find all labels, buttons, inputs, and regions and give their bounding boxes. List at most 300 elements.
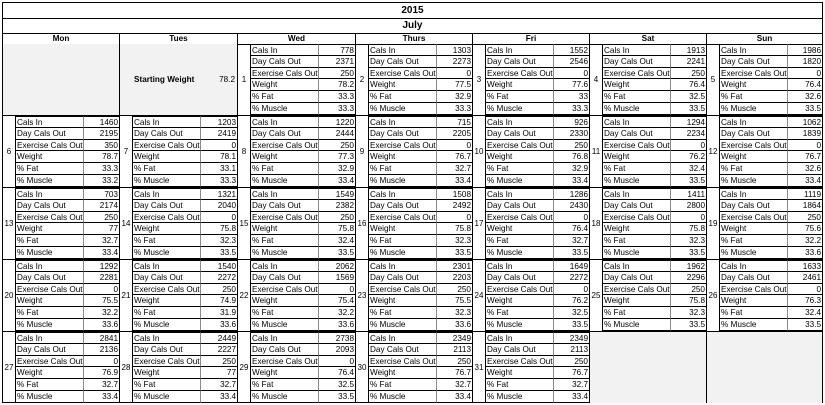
metric-value[interactable]: 1962 (671, 260, 706, 272)
metric-value[interactable]: 2430 (554, 200, 589, 212)
metric-value[interactable]: 32.7 (554, 235, 589, 247)
metrics-grid (485, 332, 589, 403)
metric-value[interactable]: 33.5 (788, 319, 822, 331)
metric-value[interactable]: 2349 (554, 332, 589, 344)
metric-value[interactable]: 2062 (319, 260, 355, 272)
metric-row (719, 44, 822, 56)
metric-value[interactable]: 2841 (84, 332, 119, 344)
metric-value[interactable]: 250 (554, 356, 589, 368)
metric-value[interactable]: 32.6 (788, 163, 822, 175)
metric-row (250, 175, 355, 187)
metric-row (719, 272, 822, 284)
metric-value[interactable]: 2301 (437, 260, 472, 272)
metric-row (485, 319, 589, 331)
metric-value[interactable]: 0 (319, 356, 355, 368)
metric-value[interactable]: 250 (319, 140, 355, 152)
metric-value[interactable]: 77.3 (319, 151, 355, 163)
metric-row (15, 295, 119, 307)
metric-row (15, 319, 119, 331)
metric-value[interactable]: 33.4 (554, 175, 589, 187)
metric-value[interactable]: 33.5 (554, 319, 589, 331)
metric-value[interactable]: 77.6 (554, 79, 589, 91)
metric-value[interactable]: 75.8 (671, 295, 706, 307)
metric-row (602, 188, 706, 200)
metric-value[interactable]: 1820 (788, 56, 822, 68)
metric-value[interactable]: 32.3 (671, 235, 706, 247)
metric-value[interactable]: 32.5 (554, 307, 589, 319)
metric-row (485, 332, 589, 344)
metrics-grid (719, 44, 822, 115)
metric-value[interactable]: 2241 (671, 56, 706, 68)
metric-value[interactable]: 2296 (671, 272, 706, 284)
metric-value[interactable]: 250 (201, 356, 237, 368)
metric-value[interactable]: 33.5 (319, 247, 355, 259)
metric-value[interactable]: 33.5 (437, 247, 472, 259)
metric-value[interactable]: 0 (788, 140, 822, 152)
metric-row (719, 56, 822, 68)
metric-value[interactable]: 32.7 (84, 379, 119, 391)
metric-value[interactable]: 250 (84, 212, 119, 224)
metric-value[interactable]: 2113 (437, 344, 472, 356)
metrics-grid (602, 188, 706, 259)
metric-value[interactable]: 33.5 (319, 391, 355, 403)
metric-value[interactable]: 2800 (671, 200, 706, 212)
metric-value[interactable]: 2136 (84, 344, 119, 356)
metric-value[interactable]: 1864 (788, 200, 822, 212)
metric-value[interactable]: 2040 (201, 200, 237, 212)
metric-value[interactable]: 33.4 (437, 391, 472, 403)
metric-value[interactable]: 0 (201, 212, 237, 224)
starting-weight-value[interactable]: 78.2 (219, 75, 235, 84)
metric-value[interactable]: 77.5 (437, 79, 472, 91)
metric-value[interactable]: 76.7 (437, 367, 472, 379)
day-number: 22 (239, 291, 249, 300)
weekday-header-tues: Tues (120, 33, 238, 44)
metric-value[interactable]: 32.4 (788, 307, 822, 319)
metric-value[interactable]: 2203 (437, 272, 472, 284)
metric-label: Cals In (602, 116, 671, 128)
metric-label: Weight (250, 367, 319, 379)
metric-value[interactable]: 75.5 (437, 295, 472, 307)
metric-value[interactable]: 32.3 (437, 235, 472, 247)
metric-label: % Muscle (250, 319, 319, 331)
metric-label: Cals In (719, 260, 788, 272)
metric-row (602, 128, 706, 140)
metric-value[interactable]: 76.4 (319, 367, 355, 379)
day-cell-8 (238, 116, 356, 187)
weekday-header-thurs: Thurs (356, 33, 473, 44)
metric-value[interactable]: 1062 (788, 116, 822, 128)
metric-label: Exercise Cals Out (252, 68, 318, 78)
metric-label: % Muscle (719, 103, 788, 115)
metric-value[interactable]: 33.6 (319, 319, 355, 331)
metric-value[interactable]: 1321 (201, 188, 237, 200)
metric-value[interactable]: 250 (671, 284, 706, 296)
weekday-header-sat: Sat (590, 33, 707, 44)
metric-value[interactable]: 926 (554, 116, 589, 128)
metric-label: % Fat (132, 235, 201, 247)
metric-label: Day Cals Out (15, 344, 84, 356)
metric-value[interactable]: 0 (554, 68, 589, 80)
metric-value[interactable]: 1633 (788, 260, 822, 272)
metric-label: Exercise Cals Out (17, 212, 83, 222)
metric-value[interactable]: 33.4 (84, 391, 119, 403)
metric-value[interactable]: 32.3 (437, 307, 472, 319)
metric-value[interactable]: 75.6 (788, 223, 822, 235)
year-title[interactable]: 2015 (3, 3, 822, 19)
metric-value[interactable]: 1460 (84, 116, 119, 128)
metric-value[interactable]: 33.2 (84, 175, 119, 187)
metric-label: % Muscle (132, 175, 201, 187)
metric-label: Weight (485, 79, 554, 91)
metric-label: Weight (368, 295, 437, 307)
metric-value[interactable]: 2444 (319, 128, 355, 140)
metric-row (368, 272, 472, 284)
metric-row (250, 223, 355, 235)
metric-label: Exercise Cals Out (134, 212, 200, 222)
metric-value[interactable]: 1411 (671, 188, 706, 200)
metric-value[interactable]: 75.8 (437, 223, 472, 235)
metric-value[interactable]: 1649 (554, 260, 589, 272)
metric-value[interactable]: 33.3 (437, 103, 472, 115)
metric-row (132, 188, 237, 200)
metric-row (485, 103, 589, 115)
metric-value[interactable]: 0 (201, 140, 237, 152)
day-number: 30 (357, 363, 367, 372)
metric-row (368, 247, 472, 259)
metric-value[interactable]: 250 (201, 284, 237, 296)
metric-value[interactable]: 2272 (201, 272, 237, 284)
metric-value[interactable]: 0 (554, 284, 589, 296)
metric-row (368, 163, 472, 175)
metric-value[interactable]: 2349 (437, 332, 472, 344)
metric-value[interactable]: 0 (84, 356, 119, 368)
month-title[interactable]: July (3, 18, 822, 34)
metric-label: Weight (250, 295, 319, 307)
metric-value[interactable]: 32.9 (437, 91, 472, 103)
metrics-grid (132, 332, 237, 403)
metric-value[interactable]: 1286 (554, 188, 589, 200)
metric-value[interactable]: 2546 (554, 56, 589, 68)
metric-label: Cals In (15, 332, 84, 344)
metric-row (132, 128, 237, 140)
metric-value[interactable]: 75.8 (201, 223, 237, 235)
metric-value[interactable]: 77 (201, 367, 237, 379)
metric-label: Weight (250, 79, 319, 91)
metric-label: Exercise Cals Out (252, 356, 318, 366)
metric-value[interactable]: 33.4 (554, 391, 589, 403)
day-number: 14 (121, 219, 131, 228)
metric-value[interactable]: 1508 (437, 188, 472, 200)
metric-value[interactable]: 76.4 (554, 223, 589, 235)
metric-value[interactable]: 32.2 (84, 307, 119, 319)
metric-value[interactable]: 1549 (319, 188, 355, 200)
metric-value[interactable]: 77 (84, 223, 119, 235)
metric-row (368, 116, 472, 128)
metric-value[interactable]: 33.5 (671, 103, 706, 115)
metric-row (250, 200, 355, 212)
metric-value[interactable]: 250 (437, 284, 472, 296)
metric-value[interactable]: 76.8 (554, 151, 589, 163)
metric-value[interactable]: 33.6 (84, 319, 119, 331)
metric-value[interactable]: 0 (554, 212, 589, 224)
metric-value[interactable]: 1569 (319, 272, 355, 284)
starting-weight-cell[interactable] (120, 44, 238, 115)
metric-value[interactable]: 1292 (84, 260, 119, 272)
metric-label: % Fat (485, 91, 554, 103)
metric-label: Weight (132, 223, 201, 235)
day-cell-24 (473, 260, 590, 331)
metric-value[interactable]: 0 (788, 284, 822, 296)
metric-value[interactable]: 0 (437, 212, 472, 224)
metric-label: Cals In (368, 44, 437, 56)
metric-value[interactable]: 76.4 (671, 79, 706, 91)
metric-label: Exercise Cals Out (370, 284, 436, 294)
starting-weight-label: Starting Weight (134, 75, 195, 84)
metric-value[interactable]: 250 (319, 68, 355, 80)
metric-value[interactable]: 2113 (554, 344, 589, 356)
metric-value[interactable]: 78.1 (201, 151, 237, 163)
metric-label: Weight (602, 151, 671, 163)
metric-value[interactable]: 32.6 (788, 91, 822, 103)
metric-value[interactable]: 250 (319, 212, 355, 224)
metric-label: Exercise Cals Out (721, 284, 787, 294)
metric-value[interactable]: 32.7 (554, 379, 589, 391)
metric-label: Exercise Cals Out (487, 212, 553, 222)
metric-row (485, 91, 589, 103)
metric-value[interactable]: 2738 (319, 332, 355, 344)
metric-value[interactable]: 33.4 (437, 175, 472, 187)
metric-value[interactable]: 33.4 (788, 175, 822, 187)
metric-value[interactable]: 350 (84, 140, 119, 152)
metric-value[interactable]: 1294 (671, 116, 706, 128)
metric-value[interactable]: 32.2 (788, 235, 822, 247)
metric-value[interactable]: 33.5 (671, 247, 706, 259)
metric-value[interactable]: 33.4 (201, 391, 237, 403)
metrics-grid (250, 260, 355, 331)
metric-value[interactable]: 76.7 (554, 367, 589, 379)
metric-label: Day Cals Out (132, 272, 201, 284)
metric-value[interactable]: 32.9 (554, 163, 589, 175)
metric-value[interactable]: 33.3 (319, 91, 355, 103)
metric-row (719, 163, 822, 175)
metric-value[interactable]: 76.9 (84, 367, 119, 379)
metric-label: Exercise Cals Out (370, 68, 436, 78)
metric-label: Weight (132, 367, 201, 379)
metric-value[interactable]: 1540 (201, 260, 237, 272)
metric-value[interactable]: 1913 (671, 44, 706, 56)
metric-value[interactable]: 33.5 (788, 103, 822, 115)
metric-value[interactable]: 33.5 (554, 247, 589, 259)
metric-row (250, 44, 355, 56)
metric-value[interactable]: 2273 (437, 56, 472, 68)
metric-row (485, 260, 589, 272)
metric-value[interactable]: 33.5 (671, 319, 706, 331)
metric-value[interactable]: 75.8 (319, 223, 355, 235)
empty-day-cell[interactable] (590, 332, 707, 403)
metric-label: Day Cals Out (602, 128, 671, 140)
metric-value[interactable]: 33 (554, 91, 589, 103)
metric-value[interactable]: 1203 (201, 116, 237, 128)
metric-label: Cals In (485, 116, 554, 128)
metric-value[interactable]: 33.6 (788, 247, 822, 259)
metric-label: % Muscle (485, 319, 554, 331)
metric-row (368, 140, 472, 152)
metric-row (15, 332, 119, 344)
metric-label: Day Cals Out (250, 128, 319, 140)
metric-value[interactable]: 2227 (201, 344, 237, 356)
metric-label: Cals In (485, 188, 554, 200)
metric-label: % Fat (485, 235, 554, 247)
metric-value[interactable]: 2195 (84, 128, 119, 140)
metric-label: Day Cals Out (719, 128, 788, 140)
metric-value[interactable]: 33.3 (319, 103, 355, 115)
metric-value[interactable]: 250 (437, 356, 472, 368)
metric-value[interactable]: 32.7 (437, 379, 472, 391)
metric-value[interactable]: 2234 (671, 128, 706, 140)
metric-label: % Muscle (602, 103, 671, 115)
empty-day-cell[interactable] (3, 44, 120, 115)
metric-value[interactable]: 0 (319, 284, 355, 296)
metric-label: Cals In (602, 260, 671, 272)
metric-value[interactable]: 1119 (788, 188, 822, 200)
metric-value[interactable]: 78.7 (84, 151, 119, 163)
metric-label: % Fat (368, 163, 437, 175)
metric-value[interactable]: 0 (437, 68, 472, 80)
metric-row (15, 235, 119, 247)
metric-value[interactable]: 250 (788, 212, 822, 224)
metric-row (719, 307, 822, 319)
metric-label: Exercise Cals Out (604, 68, 670, 78)
metrics-grid (602, 44, 706, 115)
metric-row (250, 367, 355, 379)
metric-value[interactable]: 2093 (319, 344, 355, 356)
week-row (3, 44, 822, 116)
metric-value[interactable]: 1986 (788, 44, 822, 56)
day-number: 11 (591, 147, 601, 156)
metric-row (602, 200, 706, 212)
metric-value[interactable]: 1220 (319, 116, 355, 128)
metric-value[interactable]: 703 (84, 188, 119, 200)
metric-row (15, 128, 119, 140)
metric-value[interactable]: 0 (671, 212, 706, 224)
metric-value[interactable]: 76.3 (788, 295, 822, 307)
metric-value[interactable]: 32.7 (201, 379, 237, 391)
metric-label: Exercise Cals Out (134, 356, 200, 366)
metric-value[interactable]: 32.5 (319, 379, 355, 391)
metric-value[interactable]: 715 (437, 116, 472, 128)
metric-label: Weight (250, 151, 319, 163)
metric-value[interactable]: 78.2 (319, 79, 355, 91)
metric-value[interactable]: 0 (671, 140, 706, 152)
metric-value[interactable]: 33.3 (554, 103, 589, 115)
metric-value[interactable]: 76.2 (671, 151, 706, 163)
empty-day-cell[interactable] (707, 332, 822, 403)
metric-value[interactable]: 75.8 (671, 223, 706, 235)
metric-label: % Muscle (485, 175, 554, 187)
metric-value[interactable]: 33.6 (201, 319, 237, 331)
metric-row (15, 379, 119, 391)
metric-value[interactable]: 33.4 (319, 175, 355, 187)
metric-value[interactable]: 32.5 (671, 91, 706, 103)
metric-value[interactable]: 2461 (788, 272, 822, 284)
metrics-grid (602, 260, 706, 331)
metric-value[interactable]: 76.4 (788, 79, 822, 91)
metric-value[interactable]: 2371 (319, 56, 355, 68)
metric-value[interactable]: 32.3 (201, 235, 237, 247)
metric-value[interactable]: 75.5 (84, 295, 119, 307)
metric-value[interactable]: 32.7 (437, 163, 472, 175)
metric-value[interactable]: 33.3 (201, 175, 237, 187)
metric-value[interactable]: 2272 (554, 272, 589, 284)
metric-value[interactable]: 2492 (437, 200, 472, 212)
metric-value[interactable]: 0 (437, 140, 472, 152)
metric-label: Day Cals Out (602, 272, 671, 284)
metric-value[interactable]: 0 (788, 68, 822, 80)
metric-label: Day Cals Out (250, 200, 319, 212)
metric-value[interactable]: 2281 (84, 272, 119, 284)
metric-value[interactable]: 76.7 (788, 151, 822, 163)
metric-value[interactable]: 76.7 (437, 151, 472, 163)
metric-value[interactable]: 33.1 (201, 163, 237, 175)
metric-value[interactable]: 2174 (84, 200, 119, 212)
metric-row (485, 140, 589, 152)
metric-value[interactable]: 32.3 (671, 307, 706, 319)
metric-value[interactable]: 2205 (437, 128, 472, 140)
metric-value[interactable]: 32.4 (319, 235, 355, 247)
metric-value[interactable]: 2449 (201, 332, 237, 344)
day-number: 25 (591, 291, 601, 300)
metric-value[interactable]: 33.5 (201, 247, 237, 259)
metric-value[interactable]: 250 (671, 68, 706, 80)
metric-label: % Muscle (15, 247, 84, 259)
day-cell-19 (707, 188, 822, 259)
metric-value[interactable]: 33.4 (84, 247, 119, 259)
metric-row (15, 272, 119, 284)
metric-value[interactable]: 1552 (554, 44, 589, 56)
metric-value[interactable]: 75.4 (319, 295, 355, 307)
metric-value[interactable]: 1839 (788, 128, 822, 140)
metric-value[interactable]: 0 (84, 284, 119, 296)
metric-row (368, 212, 472, 224)
metric-value[interactable]: 778 (319, 44, 355, 56)
metric-value[interactable]: 33.5 (671, 175, 706, 187)
day-cell-28 (120, 332, 238, 403)
metric-value[interactable]: 76.2 (554, 295, 589, 307)
metric-value[interactable]: 31.9 (201, 307, 237, 319)
metric-label: Weight (368, 151, 437, 163)
metric-value[interactable]: 250 (554, 140, 589, 152)
metric-value[interactable]: 33.3 (84, 163, 119, 175)
metric-row (485, 223, 589, 235)
metric-value[interactable]: 32.9 (319, 163, 355, 175)
metric-label: Exercise Cals Out (604, 212, 670, 222)
metric-value[interactable]: 32.7 (84, 235, 119, 247)
metric-value[interactable]: 32.2 (319, 307, 355, 319)
metric-value[interactable]: 2382 (319, 200, 355, 212)
metrics-grid (485, 116, 589, 187)
metric-value[interactable]: 1303 (437, 44, 472, 56)
metric-value[interactable]: 33.6 (437, 319, 472, 331)
metric-label: Weight (485, 295, 554, 307)
metric-value[interactable]: 2330 (554, 128, 589, 140)
day-cell-2 (356, 44, 473, 115)
metric-row (368, 79, 472, 91)
metric-value[interactable]: 74.9 (201, 295, 237, 307)
metric-value[interactable]: 32.4 (671, 163, 706, 175)
metrics-grid (250, 332, 355, 403)
metric-value[interactable]: 2419 (201, 128, 237, 140)
